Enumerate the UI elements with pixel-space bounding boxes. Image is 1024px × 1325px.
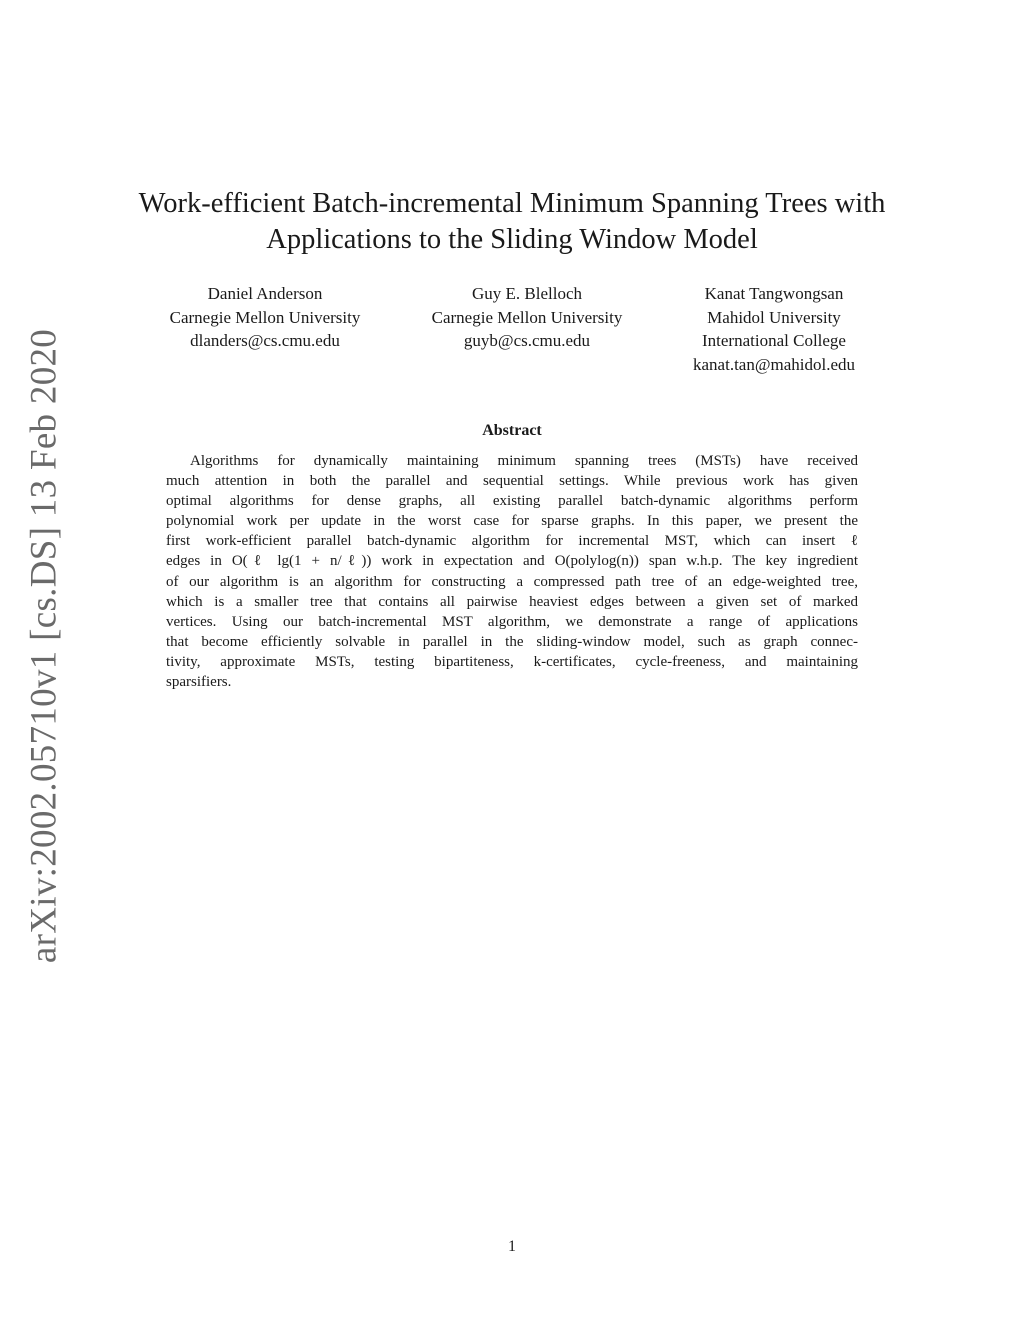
- abstract-line: that become efficiently solvable in parallel in the sliding-window model, such as graph connec-: [166, 633, 858, 650]
- abstract-line: optimal algorithms for dense graphs, all existing parallel batch-dynamic algorithms perform: [166, 493, 858, 510]
- author-email: dlanders@cs.cmu.edu: [190, 331, 340, 350]
- abstract-line: Algorithms for dynamically maintaining minimum spanning trees (MSTs) have received: [190, 453, 858, 469]
- title-line: Work-efficient Batch-incremental Minimum Spanning Trees with: [138, 188, 886, 219]
- author-affiliation: Carnegie Mellon University: [431, 307, 623, 327]
- paper-title: [100, 186, 924, 258]
- abstract-heading: Abstract: [482, 422, 542, 439]
- author-block: [392, 282, 662, 353]
- abstract-line: edges in O(ℓ lg(1 + n/ℓ)) work in expectation and O(polylog(n)) span w.h.p. The key ingredient: [166, 553, 858, 570]
- abstract-line: of our algorithm is an algorithm for constructing a compressed path tree of an edge-weighted tree,: [166, 573, 858, 590]
- author-name: Kanat Tangwongsan: [704, 284, 844, 303]
- abstract-line: vertices. Using our batch-incremental MST algorithm, we demonstrate a range of applications: [166, 613, 858, 630]
- author-affiliation: Mahidol University: [707, 307, 841, 327]
- author-affiliation: International College: [702, 331, 846, 350]
- abstract-line: first work-efficient parallel batch-dynamic algorithm for incremental MST, which can insert ℓ: [166, 533, 858, 550]
- author-email: guyb@cs.cmu.edu: [463, 331, 591, 350]
- abstract-line: tivity, approximate MSTs, testing bipartiteness, k-certificates, cycle-freeness, and maintaining: [166, 653, 858, 670]
- page-number: 1: [508, 1238, 516, 1255]
- author-affiliation: Carnegie Mellon University: [169, 307, 361, 327]
- author-name: Daniel Anderson: [207, 284, 323, 303]
- abstract-line: sparsifiers.: [166, 674, 232, 691]
- author-name: Guy E. Blelloch: [471, 284, 582, 303]
- author-email: kanat.tan@mahidol.edu: [693, 354, 855, 374]
- title-line: Applications to the Sliding Window Model: [266, 224, 758, 255]
- abstract-body: [166, 451, 858, 692]
- abstract-line: much attention in both the parallel and sequential settings. While previous work has given: [166, 473, 858, 490]
- author-block: [639, 282, 909, 376]
- abstract-line: which is a smaller tree that contains all pairwise heaviest edges between a given set of marked: [166, 593, 858, 610]
- author-block: [130, 282, 400, 353]
- arxiv-identifier: arXiv:2002.05710v1 [cs.DS] 13 Feb 2020: [23, 328, 65, 964]
- abstract-line: polynomial work per update in the worst case for sparse graphs. In this paper, we present the: [166, 513, 858, 530]
